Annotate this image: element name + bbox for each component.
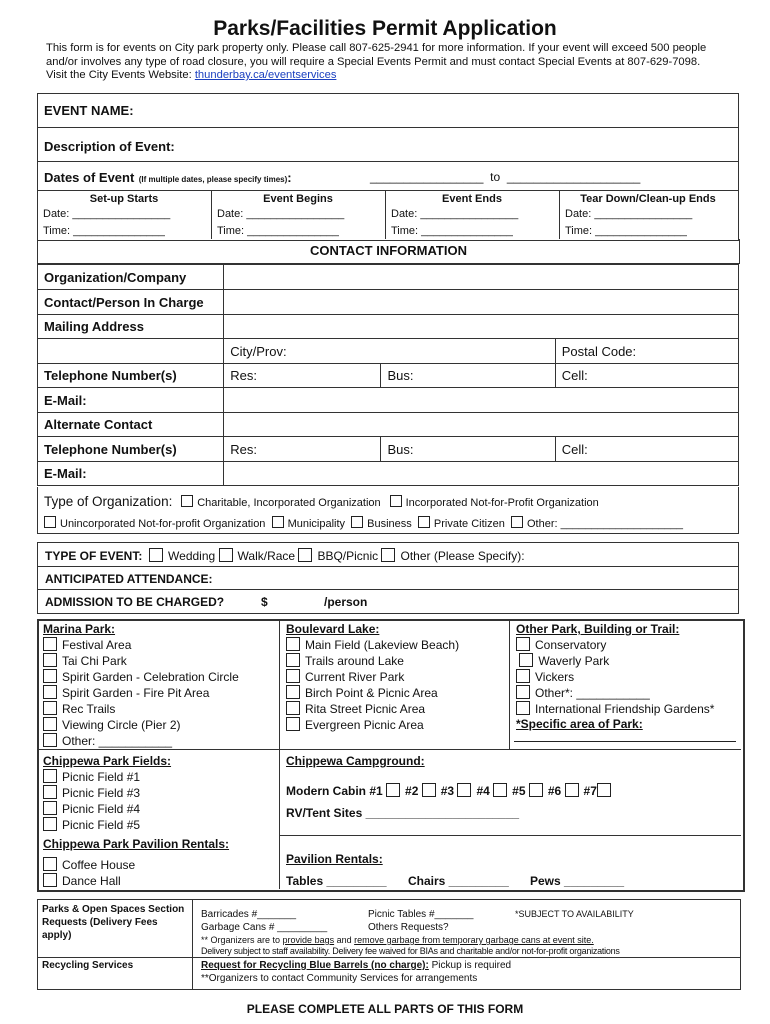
org-label: Organization/Company xyxy=(38,265,224,290)
checkbox[interactable] xyxy=(219,548,233,562)
cell-label: Cell: xyxy=(561,368,588,383)
boulevard-item: Main Field (Lakeview Beach) xyxy=(305,638,460,652)
pavilion-rentals-title-2: Pavilion Rentals: xyxy=(286,852,383,866)
event-opt-wedding: Wedding xyxy=(168,549,216,563)
pavilion-rentals-chippewa xyxy=(43,837,229,889)
chippewa-fields xyxy=(43,754,171,833)
other-park-title: Other Park, Building or Trail: xyxy=(516,622,680,636)
marina-park xyxy=(43,622,239,749)
org-type-row2 xyxy=(44,516,683,530)
checkbox[interactable] xyxy=(422,783,436,797)
cabin-2: #2 xyxy=(405,784,419,798)
marina-item[interactable]: Other: ___________ xyxy=(62,734,173,748)
cabin-4: #4 xyxy=(476,784,490,798)
phase-date[interactable]: Date: ________________ xyxy=(565,208,693,220)
checkbox[interactable] xyxy=(286,701,300,715)
checkbox[interactable] xyxy=(519,653,533,667)
note-remove: remove garbage from temporary garbage cans at event site. xyxy=(354,935,594,945)
checkbox[interactable] xyxy=(516,685,530,699)
checkbox[interactable] xyxy=(43,817,57,831)
recycling-label: Recycling Services xyxy=(42,960,134,971)
campground-title: Chippewa Campground: xyxy=(286,754,425,768)
intro-text xyxy=(46,42,736,83)
event-opt-walk: Walk/Race xyxy=(237,549,296,563)
phase-teardown xyxy=(559,190,737,239)
note-pre: ** Organizers are to xyxy=(201,935,283,945)
checkbox[interactable] xyxy=(298,548,312,562)
checkbox[interactable] xyxy=(390,495,402,507)
checkbox[interactable] xyxy=(286,653,300,667)
cell2-field[interactable] xyxy=(555,437,738,462)
dates-end-blank[interactable]: ____________________ xyxy=(506,170,641,184)
other-park-item: International Friendship Gardens* xyxy=(535,702,715,716)
admission-label: ADMISSION TO BE CHARGED? xyxy=(45,595,225,609)
postal-field[interactable] xyxy=(555,339,738,364)
checkbox[interactable] xyxy=(272,516,284,528)
bus2-field[interactable] xyxy=(381,437,555,462)
phase-time[interactable]: Time: _______________ xyxy=(43,225,165,237)
marina-item: Viewing Circle (Pier 2) xyxy=(62,718,181,732)
recycling-pickup: Pickup is required xyxy=(428,960,512,971)
phone2-label: Telephone Number(s) xyxy=(38,437,224,462)
checkbox[interactable] xyxy=(351,516,363,528)
phase-begins xyxy=(211,190,386,239)
checkbox[interactable] xyxy=(516,669,530,683)
cabin-3: #3 xyxy=(440,784,455,798)
email-field[interactable] xyxy=(224,388,739,413)
checkbox[interactable] xyxy=(286,685,300,699)
event-type-label: TYPE OF EVENT: xyxy=(45,549,143,563)
email2-label: E-Mail: xyxy=(38,462,224,486)
res-label: Res: xyxy=(230,368,257,383)
admission-dollar: $ xyxy=(261,595,268,609)
event-opt-bbq: BBQ/Picnic xyxy=(317,549,379,563)
garbage-note xyxy=(201,935,594,945)
pews-field[interactable]: Pews _________ xyxy=(530,874,625,888)
checkbox[interactable] xyxy=(43,785,57,799)
checkbox[interactable] xyxy=(43,873,57,887)
boulevard-title: Boulevard Lake: xyxy=(286,622,380,636)
checkbox[interactable] xyxy=(43,857,57,871)
mailing-field[interactable] xyxy=(224,315,739,339)
checkbox[interactable] xyxy=(286,669,300,683)
checkbox[interactable] xyxy=(43,685,57,699)
tables-field[interactable]: Tables _________ xyxy=(286,874,387,888)
email-label: E-Mail: xyxy=(38,388,224,413)
checkbox[interactable] xyxy=(597,783,611,797)
city-label: City/Prov: xyxy=(230,343,287,359)
checkbox[interactable] xyxy=(516,701,530,715)
checkbox[interactable] xyxy=(565,783,579,797)
contact-table xyxy=(37,264,739,486)
boulevard-item: Current River Park xyxy=(305,670,405,684)
form-title: Parks/Facilities Permit Application xyxy=(213,17,557,40)
barricades-field[interactable]: Barricades #_______ xyxy=(201,909,297,920)
field-item: Picnic Field #5 xyxy=(62,818,141,832)
phase-date[interactable]: Date: ________________ xyxy=(43,208,171,220)
admission-per-person: /person xyxy=(324,595,368,609)
modern-cabin-label: Modern Cabin #1 xyxy=(286,784,383,798)
marina-item: Spirit Garden - Fire Pit Area xyxy=(62,686,210,700)
checkbox[interactable] xyxy=(43,637,57,651)
divider xyxy=(509,621,510,749)
res-field[interactable] xyxy=(224,364,381,388)
cell2-label: Cell: xyxy=(561,441,588,457)
spaces-label: Parks & Open Spaces Section Requests (Delivery Fees apply) xyxy=(42,904,185,941)
person-label: Contact/Person In Charge xyxy=(38,290,224,315)
cabin-7: #7 xyxy=(583,784,597,798)
marina-item: Festival Area xyxy=(62,638,132,652)
pavilion-item: Coffee House xyxy=(62,858,136,872)
checkbox[interactable] xyxy=(44,516,56,528)
delivery-note: Delivery subject to staff availability. Delivery fee waived for BIAs and charitable and/or not-for-profit organizations xyxy=(201,946,620,956)
org-type-label: Type of Organization: xyxy=(44,494,173,509)
org-opt-charitable: Charitable, Incorporated Organization xyxy=(197,497,381,509)
picnic-tables-field[interactable]: Picnic Tables #_______ xyxy=(368,909,474,920)
rv-tent-sites[interactable]: RV/Tent Sites _______________________ xyxy=(286,806,520,820)
phase-time[interactable]: Time: _______________ xyxy=(217,225,339,237)
footer-note: PLEASE COMPLETE ALL PARTS OF THIS FORM xyxy=(246,1002,524,1016)
marina-item: Tai Chi Park xyxy=(62,654,127,668)
field-item: Picnic Field #1 xyxy=(62,770,141,784)
org-opt-unincorporated: Unincorporated Not-for-profit Organization xyxy=(60,518,266,530)
checkbox[interactable] xyxy=(149,548,163,562)
phase-title: Event Begins xyxy=(263,193,333,205)
phase-title: Tear Down/Clean-up Ends xyxy=(580,193,716,205)
divider xyxy=(39,749,741,750)
marina-item: Spirit Garden - Celebration Circle xyxy=(62,670,239,684)
cell-field[interactable] xyxy=(555,364,738,388)
phone-label: Telephone Number(s) xyxy=(38,364,224,388)
postal-label: Postal Code: xyxy=(561,343,637,359)
person-field[interactable] xyxy=(224,290,739,315)
description-label: Description of Event: xyxy=(44,139,175,154)
pavilion-rentals-title: Chippewa Park Pavilion Rentals: xyxy=(43,837,230,851)
specific-area-line[interactable] xyxy=(514,741,736,742)
dates-colon: : xyxy=(287,170,292,185)
org-opt-private: Private Citizen xyxy=(433,518,505,530)
field-item: Picnic Field #3 xyxy=(62,786,141,800)
mailing-label: Mailing Address xyxy=(38,315,224,339)
event-type-row xyxy=(45,548,525,563)
divider xyxy=(37,161,738,162)
divider xyxy=(192,899,193,989)
intro-paragraph: This form is for events on City park property only. Please call 807-625-2941 for more information. If your event will exceed 500 people and/or involves any type of road closure, you will require a Special Events Permit and must contact Special Events at 807-629-7098. xyxy=(46,42,707,68)
checkbox[interactable] xyxy=(43,733,57,747)
phase-setup xyxy=(37,190,212,239)
divider xyxy=(37,957,740,958)
city-field[interactable] xyxy=(224,339,555,364)
divider xyxy=(37,589,738,590)
checkbox[interactable] xyxy=(381,548,395,562)
org-opt-other[interactable]: Other: ____________________ xyxy=(526,518,683,530)
alt-contact-label: Alternate Contact xyxy=(38,413,224,437)
event-opt-other: Other (Please Specify): xyxy=(400,549,525,563)
dates-of-event xyxy=(44,169,292,187)
checkbox[interactable] xyxy=(516,637,530,651)
phase-title: Event Ends xyxy=(442,193,502,205)
other-park-item: Waverly Park xyxy=(538,654,610,668)
cabin-6: #6 xyxy=(547,784,562,798)
other-requests-label[interactable]: Others Requests? xyxy=(368,922,449,933)
attendance-label: ANTICIPATED ATTENDANCE: xyxy=(45,572,213,586)
mailing-field-2[interactable] xyxy=(38,339,224,364)
org-opt-incorporated-nfp: Incorporated Not-for-Profit Organization xyxy=(405,497,599,509)
checkbox[interactable] xyxy=(386,783,400,797)
event-phases xyxy=(37,190,738,239)
bus2-label: Bus: xyxy=(387,441,414,457)
checkbox[interactable] xyxy=(43,653,57,667)
chairs-field[interactable]: Chairs _________ xyxy=(408,874,509,888)
other-park-item: Conservatory xyxy=(535,638,607,652)
bus-label: Bus: xyxy=(387,368,414,383)
divider xyxy=(37,127,738,128)
dates-label: Dates of Event xyxy=(44,170,135,185)
visit-label: Visit the City Events Website: xyxy=(46,69,192,81)
divider xyxy=(279,621,280,889)
org-field[interactable] xyxy=(224,265,739,290)
cabin-5: #5 xyxy=(512,784,526,798)
marina-item: Rec Trails xyxy=(62,702,116,716)
dates-to: to xyxy=(490,170,501,184)
garbage-cans-field[interactable]: Garbage Cans # _________ xyxy=(201,922,328,933)
boulevard-item: Rita Street Picnic Area xyxy=(305,702,426,716)
specific-area-label: *Specific area of Park: xyxy=(516,717,643,731)
checkbox[interactable] xyxy=(286,637,300,651)
alt-contact-field[interactable] xyxy=(224,413,739,437)
bus-field[interactable] xyxy=(381,364,555,388)
field-item: Picnic Field #4 xyxy=(62,802,141,816)
other-park-item: Vickers xyxy=(535,670,575,684)
org-opt-business: Business xyxy=(367,518,412,530)
dates-range[interactable] xyxy=(370,170,640,184)
contact-header: CONTACT INFORMATION xyxy=(37,239,740,264)
phase-time[interactable]: Time: _______________ xyxy=(565,225,687,237)
phase-ends xyxy=(385,190,560,239)
divider xyxy=(279,835,741,836)
checkbox[interactable] xyxy=(418,516,430,528)
checkbox[interactable] xyxy=(43,801,57,815)
org-type-row1 xyxy=(44,493,599,511)
phase-date[interactable]: Date: ________________ xyxy=(391,208,519,220)
recycling-request xyxy=(201,960,511,971)
checkbox[interactable] xyxy=(457,783,471,797)
boulevard-lake xyxy=(286,622,459,733)
availability-note: *SUBJECT TO AVAILABILITY xyxy=(515,909,634,919)
marina-title: Marina Park: xyxy=(43,622,116,636)
dates-start-blank[interactable]: _________________ xyxy=(370,170,484,184)
checkbox[interactable] xyxy=(181,495,193,507)
checkbox[interactable] xyxy=(43,701,57,715)
chippewa-fields-title: Chippewa Park Fields: xyxy=(43,754,172,768)
boulevard-item: Trails around Lake xyxy=(305,654,404,668)
event-services-link[interactable]: thunderbay.ca/eventservices xyxy=(194,69,337,81)
other-park-item[interactable]: Other*: ___________ xyxy=(535,686,650,700)
checkbox[interactable] xyxy=(43,769,57,783)
email2-field[interactable] xyxy=(224,462,739,486)
dates-note: (If multiple dates, please specify times) xyxy=(138,175,288,184)
note-mid: and xyxy=(334,935,355,945)
checkbox[interactable] xyxy=(511,516,523,528)
boulevard-item: Evergreen Picnic Area xyxy=(305,718,424,732)
res2-label: Res: xyxy=(230,441,257,457)
divider xyxy=(37,566,738,567)
phase-date[interactable]: Date: ________________ xyxy=(217,208,345,220)
recycling-note: **Organizers to contact Community Services for arrangements xyxy=(201,973,478,984)
org-opt-municipality: Municipality xyxy=(287,518,346,530)
recycling-request-label: Request for Recycling Blue Barrels (no charge): xyxy=(201,960,429,971)
pavilion-item: Dance Hall xyxy=(62,874,121,888)
other-park xyxy=(516,622,714,732)
phase-title: Set-up Starts xyxy=(89,193,159,205)
phase-time[interactable]: Time: _______________ xyxy=(391,225,513,237)
modern-cabin-row xyxy=(286,783,616,798)
note-bags: provide bags xyxy=(282,935,335,945)
res2-field[interactable] xyxy=(224,437,381,462)
checkbox[interactable] xyxy=(286,717,300,731)
checkbox[interactable] xyxy=(43,717,57,731)
checkbox[interactable] xyxy=(43,669,57,683)
event-name-label: EVENT NAME: xyxy=(44,103,134,118)
checkbox[interactable] xyxy=(529,783,543,797)
boulevard-item: Birch Point & Picnic Area xyxy=(305,686,438,700)
checkbox[interactable] xyxy=(493,783,507,797)
